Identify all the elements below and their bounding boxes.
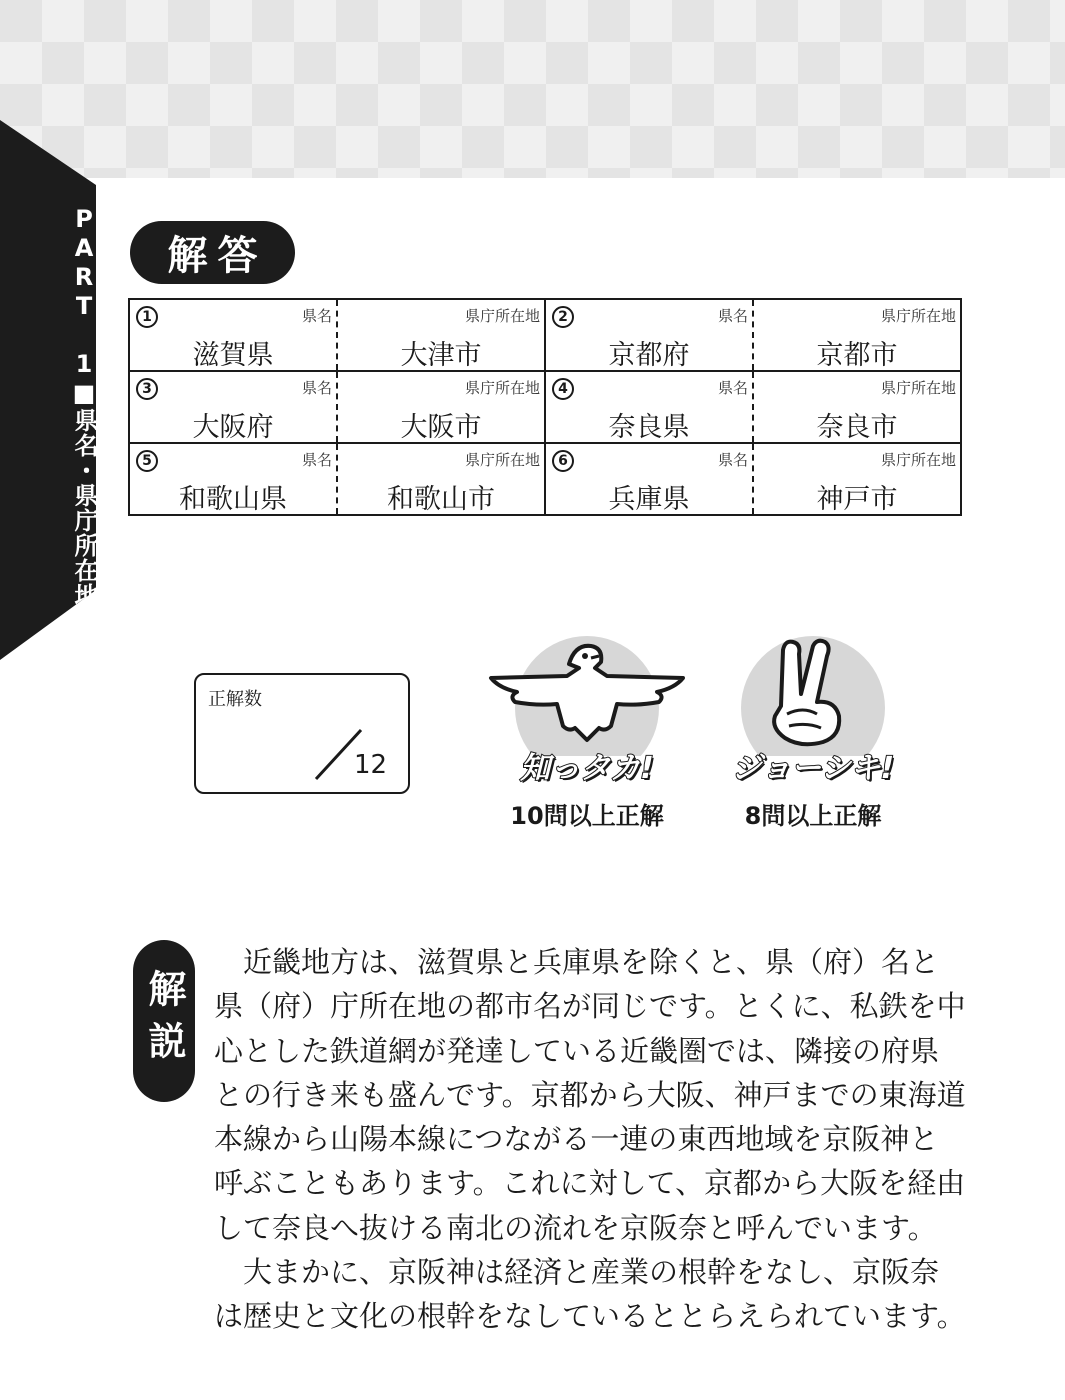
capital-cell (337, 443, 545, 515)
capital-label: 県庁所在地 (464, 379, 540, 397)
question-number: 4 (552, 378, 574, 400)
pref-cell (545, 371, 753, 443)
badge-caption: 8問以上正解 (744, 802, 882, 830)
pref-cell (129, 443, 337, 515)
table-row (129, 299, 961, 371)
capital-value: 和歌山市 (387, 484, 495, 515)
pref-label: 県名 (717, 451, 748, 469)
capital-label: 県庁所在地 (464, 451, 540, 469)
capital-cell (753, 443, 961, 515)
capital-cell (753, 371, 961, 443)
explanation-heading-text: 解説 (142, 969, 186, 1073)
capital-label: 県庁所在地 (880, 379, 956, 397)
table-row (129, 443, 961, 515)
capital-cell (337, 299, 545, 371)
question-number: 2 (552, 306, 574, 328)
score-total: 12 (354, 750, 388, 780)
explanation-paragraph: 近畿地方は、滋賀県と兵庫県を除くと、県（府）名と県（府）庁所在地の都市名が同じです。とくに、私鉄を中心とした鉄道網が発達している近畿圏では、隣接の府県との行き来も盛んです。京都から大阪、神戸までの東海道本線から山陽本線につながる一連の東西地域を京阪神と呼ぶこともあります。これに対して、京都から大阪を経由して奈良へ抜ける南北の流れを京阪奈と呼んでいます。 (214, 945, 966, 1245)
eagle-icon (487, 636, 687, 756)
question-number: 6 (552, 450, 574, 472)
badge-shittaka (487, 636, 687, 836)
pref-label: 県名 (301, 451, 332, 469)
capital-value: 京都市 (816, 340, 898, 371)
answer-heading: 解答 (130, 221, 295, 284)
score-label: 正解数 (208, 689, 262, 710)
pref-cell (129, 299, 337, 371)
table-row (129, 371, 961, 443)
capital-label: 県庁所在地 (464, 307, 540, 325)
capital-label: 県庁所在地 (880, 307, 956, 325)
capital-value: 大津市 (400, 340, 482, 371)
question-number: 3 (136, 378, 158, 400)
question-number: 1 (136, 306, 158, 328)
peace-hand-icon (713, 636, 913, 756)
capital-value: 大阪市 (400, 412, 482, 443)
capital-label: 県庁所在地 (880, 451, 956, 469)
pref-value: 兵庫県 (608, 484, 690, 515)
score-box[interactable] (194, 673, 410, 794)
capital-value: 神戸市 (816, 484, 898, 515)
pref-label: 県名 (717, 307, 748, 325)
side-chapter-title: PART 1■県名・県庁所在地 (70, 205, 98, 608)
pref-value: 滋賀県 (192, 340, 274, 371)
header-pattern (0, 0, 1065, 178)
pref-value: 大阪府 (192, 412, 274, 443)
explanation-paragraph: 大まかに、京阪神は経済と産業の根幹をなし、京阪奈は歴史と文化の根幹をなしているととらえられています。 (214, 1255, 966, 1334)
pref-cell (129, 371, 337, 443)
answer-table (128, 298, 962, 516)
pref-value: 京都府 (608, 340, 690, 371)
pref-label: 県名 (301, 307, 332, 325)
pref-value: 奈良県 (608, 412, 690, 443)
explanation-body (214, 940, 966, 1339)
explanation-heading (133, 940, 195, 1102)
question-number: 5 (136, 450, 158, 472)
badge-joshiki (713, 636, 913, 836)
capital-value: 奈良市 (816, 412, 898, 443)
pref-label: 県名 (301, 379, 332, 397)
badge-title: 知っタカ! (520, 751, 654, 786)
badge-caption: 10問以上正解 (510, 802, 664, 830)
pref-value: 和歌山県 (179, 484, 287, 515)
capital-cell (753, 299, 961, 371)
pref-label: 県名 (717, 379, 748, 397)
pref-cell (545, 299, 753, 371)
badge-title: ジョーシキ! (731, 751, 895, 786)
pref-cell (545, 443, 753, 515)
capital-cell (337, 371, 545, 443)
